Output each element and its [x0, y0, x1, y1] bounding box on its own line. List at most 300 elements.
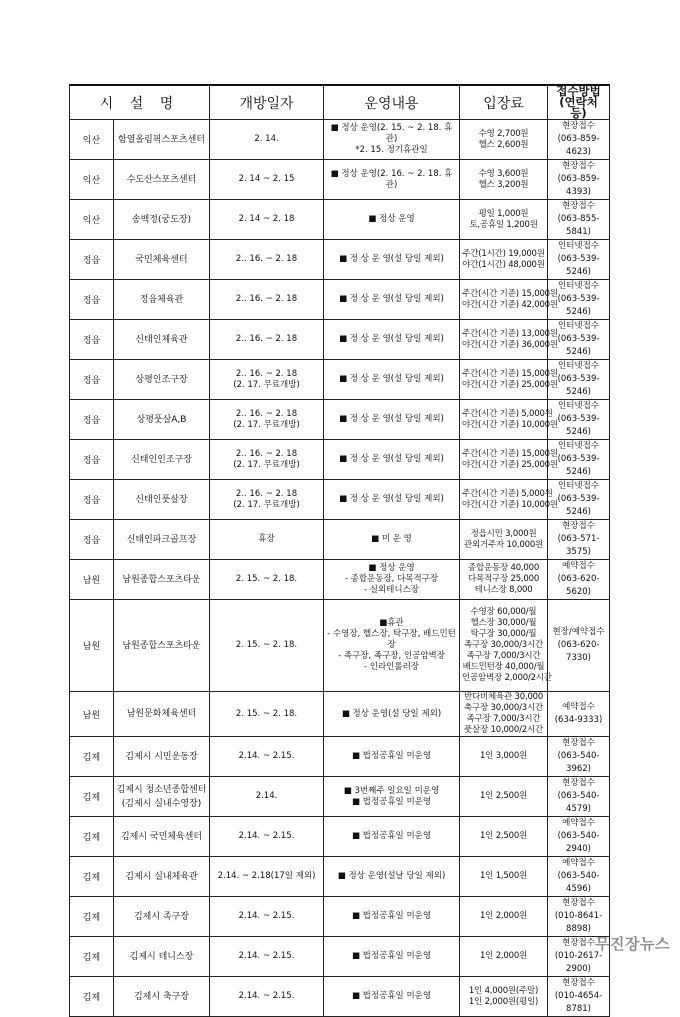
operation-line: ■ 정 상 운 영(설 당일 제외) [339, 254, 444, 264]
fee-cell [460, 977, 548, 1017]
region-cell: 정읍 [70, 240, 114, 280]
open-date-cell [210, 600, 324, 692]
operation-cell [324, 692, 460, 737]
region-cell: 정읍 [70, 360, 114, 400]
region-cell: 김제 [70, 977, 114, 1017]
fee-line: 탁구장 30,000/월 [470, 629, 537, 639]
table-row [70, 737, 610, 777]
fee-cell [460, 320, 558, 360]
open-date-line: (2. 17. 무료개방) [233, 419, 300, 430]
fee-line: 인공암벽장 2,000/2시간 [462, 673, 552, 683]
contact-line: (063-539-5246) [557, 454, 600, 477]
open-date-cell [210, 200, 324, 240]
region-cell: 정읍 [70, 440, 114, 480]
facility-name-line: 상평풋살A,B [136, 414, 187, 425]
watermark-logo: 무진장뉴스 [595, 935, 670, 953]
facility-name-line: 국민체육센터 [135, 254, 188, 265]
facility-name-line: 송백정(궁도장) [131, 214, 192, 225]
region-cell: 김제 [70, 857, 114, 897]
header-contact-line1: 접수방법 [556, 84, 601, 98]
operation-line: ■ 정상 운영(설 당일 제외) [341, 708, 442, 719]
facility-table [69, 84, 610, 1017]
contact-cell [548, 120, 610, 160]
fee-line: 풋살장 10,000/2시간 [464, 725, 543, 735]
operation-line: ■ 정상 운영(2. 16. ~ 2. 18. 휴관) [330, 168, 453, 190]
contact-line: 현장접수 [562, 121, 595, 131]
open-date-line: 2. 14 ~ 2. 15 [238, 174, 295, 184]
fee-cell [460, 777, 548, 817]
facility-name-cell [114, 692, 210, 737]
contact-line: 인터넷접수 [557, 241, 600, 251]
operation-cell [324, 857, 460, 897]
fee-line: 헬스 3,200원 [478, 179, 529, 190]
fee-line: 배드민턴장 40,000/월 [462, 662, 545, 672]
table-row [70, 320, 610, 360]
contact-line: (063-539-5246) [557, 294, 600, 317]
open-date-line: 2.. 16. ~ 2. 18 [235, 448, 298, 459]
contact-line: (063-540-4579) [557, 791, 600, 814]
facility-name-cell [114, 857, 210, 897]
contact-cell [548, 857, 610, 897]
facility-name-cell [114, 560, 210, 600]
region-cell: 김제 [70, 937, 114, 977]
operation-line: ■ 정 상 운 영(설 당일 제외) [339, 454, 444, 464]
operation-cell [324, 200, 460, 240]
fee-line: 족구장 30,000/3시간 [464, 640, 543, 650]
fee-cell [460, 480, 558, 520]
fee-line: 테니스장 8,000 [474, 585, 533, 595]
facility-name-line: 정읍체육관 [139, 294, 184, 305]
facility-name-cell [114, 240, 210, 280]
contact-cell [548, 817, 610, 857]
fee-line: 주간(시간 기준) 5,000원 [462, 408, 553, 419]
fee-line: 야간(시간 기준) 10,000원 [462, 499, 558, 510]
contact-line: (634-9333) [554, 715, 603, 725]
contact-cell [548, 520, 610, 560]
facility-name-line: 김제시 축구장 [133, 991, 190, 1002]
fee-line: 1인 1,500원 [479, 871, 528, 881]
facility-name-cell [114, 320, 210, 360]
facility-name-line: (김제시 실내수영장) [121, 798, 202, 809]
table-row [70, 857, 610, 897]
table-row [70, 400, 610, 440]
operation-line: ■ 정 상 운 영(설 당일 제외) [339, 334, 444, 344]
contact-line: (010-8641-8898) [554, 911, 603, 934]
operation-cell [324, 240, 460, 280]
open-date-cell [210, 280, 324, 320]
facility-name-cell [114, 440, 210, 480]
open-date-line: 2.14. ~ 2.15. [238, 831, 295, 841]
fee-line: 수영장 60,000/월 [470, 607, 537, 617]
table-row [70, 240, 610, 280]
table-row [70, 817, 610, 857]
operation-line: - 실외테니스장 [363, 585, 420, 595]
contact-line: (063-539-5246) [557, 254, 600, 277]
facility-name-cell [114, 520, 210, 560]
fee-line: 1인 4,000원(주말) [468, 985, 539, 996]
contact-line: (063-855-5841) [557, 214, 600, 237]
contact-line: 현장접수 [562, 778, 595, 788]
operation-cell [324, 897, 460, 937]
operation-line: ■ 법정공휴일 미운영 [351, 991, 432, 1001]
operation-cell [324, 737, 460, 777]
region-cell: 김제 [70, 897, 114, 937]
operation-line: - 수영장, 헬스장, 탁구장, 배드민턴장 [327, 629, 456, 650]
table-row [70, 560, 610, 600]
contact-cell [548, 897, 610, 937]
operation-line: - 족구장, 족구장, 인공암벽장 [338, 651, 445, 661]
fee-cell [460, 817, 548, 857]
fee-line: 수영 2,700원 [478, 128, 529, 139]
operation-line: ■ 정상 운영(설날 당일 제외) [337, 871, 446, 881]
table-row [70, 360, 610, 400]
open-date-cell [210, 160, 324, 200]
table-row [70, 897, 610, 937]
open-date-cell [210, 400, 324, 440]
fee-line: 야간(1시간) 48,000원 [462, 259, 545, 270]
fee-line: 헬스장 30,000/월 [470, 618, 537, 628]
fee-line: 반다비체육관 30,000 [463, 692, 544, 702]
contact-line: (063-540-3962) [557, 751, 600, 774]
facility-name-line: 함열올림픽스포츠센터 [118, 134, 205, 145]
contact-line: 현장접수 [562, 978, 595, 988]
operation-cell [324, 937, 460, 977]
contact-line: 인터넷접수 [557, 281, 600, 291]
contact-cell [548, 560, 610, 600]
region-cell: 익산 [70, 200, 114, 240]
fee-line: 야간(시간 기준) 42,000원 [462, 299, 558, 310]
contact-line: 예약접수 [562, 561, 595, 571]
open-date-line: 2.14. ~ 2.18(17일 제외) [217, 871, 316, 881]
operation-cell [324, 560, 460, 600]
operation-line: *2. 15. 정기휴관일 [355, 145, 428, 155]
facility-name-line: 신태인파크골프장 [126, 534, 197, 545]
facility-name-line: 상평인조구장 [135, 374, 188, 385]
fee-line: 족구장 7,000/3시간 [466, 651, 541, 661]
contact-line: 인터넷접수 [557, 321, 600, 331]
contact-line: (063-859-4623) [557, 134, 600, 157]
region-cell: 김제 [70, 737, 114, 777]
facility-name-cell [114, 160, 210, 200]
facility-name-cell [114, 737, 210, 777]
contact-cell [548, 600, 610, 692]
contact-line: (063-540-4596) [557, 871, 600, 894]
open-date-cell [210, 120, 324, 160]
facility-name-line: 김제시 실내체육관 [125, 871, 198, 882]
fee-cell [460, 160, 548, 200]
contact-line: (063-620-5620) [557, 574, 600, 597]
open-date-line: 2. 14 ~ 2. 18 [238, 214, 295, 224]
fee-line: 주간(시간 기준) 15,000원 [462, 448, 558, 459]
open-date-line: 2.. 16. ~ 2. 18 [235, 488, 298, 499]
fee-line: 야간(시간 기준) 25,000원 [462, 459, 558, 470]
operation-cell [324, 400, 460, 440]
operation-line: ■ 정상 운영(2. 15. ~ 2. 18. 휴관) [330, 123, 453, 144]
fee-cell [460, 857, 548, 897]
facility-name-line: 신태인풋살장 [135, 494, 188, 505]
contact-line: 인터넷접수 [557, 401, 600, 411]
facility-name-cell [114, 777, 210, 817]
table-row [70, 480, 610, 520]
open-date-line: 2.. 16. ~ 2. 18 [235, 254, 298, 264]
contact-line: (063-539-5246) [557, 334, 600, 357]
contact-line: 현장접수 [562, 738, 595, 748]
fee-cell [460, 897, 548, 937]
contact-line: (010-4654-8781) [554, 991, 603, 1014]
operation-line: ■ 3번째주 일요일 미운영 [343, 785, 440, 796]
operation-line: ■ 미 운 영 [371, 534, 412, 544]
header-row [70, 85, 610, 120]
operation-cell [324, 440, 460, 480]
open-date-cell [210, 520, 324, 560]
operation-line: ■ 정 상 운 영(설 당일 제외) [339, 494, 444, 504]
operation-cell [324, 120, 460, 160]
fee-line: 토,공휴일 1,200원 [469, 219, 538, 230]
facility-name-cell [114, 817, 210, 857]
region-cell: 정읍 [70, 280, 114, 320]
facility-name-cell [114, 480, 210, 520]
operation-cell [324, 520, 460, 560]
open-date-line: 2.14. ~ 2.15. [238, 991, 295, 1001]
contact-cell [548, 977, 610, 1017]
table-row [70, 160, 610, 200]
open-date-line: (2. 17. 무료개방) [233, 499, 300, 510]
fee-line: 다목적구장 25,000 [467, 574, 540, 584]
operation-line: ■ 법정공휴일 미운영 [351, 911, 432, 921]
operation-line: ■ 법정공휴일 미운영 [351, 796, 432, 807]
fee-line: 1인 2,500원 [479, 791, 528, 801]
open-date-line: 2. 15. ~ 2. 18. [235, 708, 298, 719]
fee-cell [460, 360, 558, 400]
open-date-line: 2.14. ~ 2.15. [238, 751, 295, 761]
contact-cell [548, 200, 610, 240]
fee-line: 족구장 7,000/3시간 [466, 714, 541, 724]
header-operation: 운영내용 [324, 85, 460, 120]
fee-line: 야간(시간 기준) 10,000원 [462, 419, 558, 430]
fee-cell [460, 400, 558, 440]
contact-cell [548, 777, 610, 817]
operation-cell [324, 817, 460, 857]
operation-line: ■ 법정공휴일 미운영 [351, 751, 432, 761]
contact-cell [548, 737, 610, 777]
facility-name-line: 남원종합스포츠타운 [122, 640, 201, 651]
table-row [70, 440, 610, 480]
fee-cell [460, 240, 548, 280]
operation-cell [324, 977, 460, 1017]
contact-line: 현장접수 [562, 938, 595, 948]
operation-line: ■휴관 [379, 618, 404, 628]
operation-cell [324, 280, 460, 320]
open-date-cell [210, 777, 324, 817]
table-row [70, 520, 610, 560]
open-date-cell [210, 240, 324, 280]
open-date-cell [210, 560, 324, 600]
contact-line: (063-620-7330) [557, 640, 600, 663]
facility-name-cell [114, 120, 210, 160]
contact-line: (010-2617-2900) [554, 951, 603, 974]
header-facility: 시 설 명 [70, 85, 210, 120]
fee-line: 정읍시민 3,000원 [470, 528, 537, 539]
fee-line: 주간(1시간) 19,000원 [462, 248, 545, 259]
operation-line: - 인라인롤러장 [363, 662, 420, 672]
operation-cell [324, 360, 460, 400]
operation-cell [324, 480, 460, 520]
operation-line: ■ 법정공휴일 미운영 [351, 831, 432, 841]
region-cell: 정읍 [70, 480, 114, 520]
fee-line: 평일 1,000원 [478, 208, 529, 219]
table-row [70, 120, 610, 160]
table-row [70, 777, 610, 817]
fee-cell [460, 120, 548, 160]
open-date-line: (2. 17. 무료개방) [233, 459, 300, 470]
fee-line: 1인 2,000원 [479, 951, 528, 961]
facility-name-line: 김제시 청소년종합센터 [116, 784, 207, 795]
open-date-cell [210, 692, 324, 737]
contact-cell [548, 692, 610, 737]
operation-line: ■ 정상 운영 [368, 214, 415, 224]
open-date-cell [210, 320, 324, 360]
operation-line: ■ 정상 운영 [368, 563, 415, 573]
fee-line: 축구장 30,000/3시간 [464, 703, 543, 713]
contact-line: (063-571-3575) [557, 534, 600, 557]
table-row [70, 692, 610, 737]
facility-name-line: 남원문화체육센터 [126, 709, 197, 719]
fee-cell [460, 600, 552, 692]
operation-line: - 종합운동장, 다목적구장 [344, 574, 439, 584]
facility-name-cell [114, 977, 210, 1017]
open-date-line: 2. 14. [254, 134, 279, 144]
fee-line: 1인 3,000원 [479, 751, 528, 761]
fee-line: 1인 2,500원 [479, 831, 528, 841]
open-date-cell [210, 977, 324, 1017]
contact-line: (063-859-4393) [557, 174, 600, 197]
table-row [70, 977, 610, 1017]
open-date-cell [210, 937, 324, 977]
operation-cell [324, 320, 460, 360]
table-body [70, 120, 610, 1017]
table-row [70, 200, 610, 240]
facility-name-cell [114, 360, 210, 400]
operation-line: ■ 정 상 운 영(설 당일 제외) [339, 374, 444, 384]
operation-cell [324, 160, 460, 200]
header-open-date: 개방일자 [210, 85, 324, 120]
fee-cell [460, 440, 558, 480]
fee-cell [460, 737, 548, 777]
open-date-line: 2.. 16. ~ 2. 18 [235, 294, 298, 304]
region-cell: 정읍 [70, 320, 114, 360]
header-contact-line2: (연락처 등) [559, 95, 598, 120]
open-date-line: 2. 15. ~ 2. 18. [235, 640, 298, 650]
contact-line: 예약접수 [562, 858, 595, 868]
open-date-cell [210, 440, 324, 480]
contact-line: (063-539-5246) [557, 494, 600, 517]
fee-line: 야간(시간 기준) 36,000원 [462, 339, 558, 350]
facility-name-line: 신태인체육관 [135, 334, 188, 345]
fee-cell [460, 280, 558, 320]
open-date-line: 2.. 16. ~ 2. 18 [235, 368, 298, 379]
facility-name-line: 남원종합스포츠타운 [122, 574, 201, 585]
table-row [70, 937, 610, 977]
fee-line: 주간(시간 기준) 15,000원 [462, 288, 558, 299]
table-row [70, 600, 610, 692]
header-contact [548, 85, 610, 120]
table-row [70, 280, 610, 320]
region-cell: 김제 [70, 777, 114, 817]
contact-line: 현장접수 [562, 521, 595, 531]
fee-line: 관외거주자 10,000원 [463, 539, 544, 550]
contact-line: 현장/예약접수 [552, 627, 605, 637]
operation-cell [324, 600, 460, 692]
fee-line: 종합운동장 40,000 [467, 563, 540, 573]
fee-line: 수영 3,600원 [478, 168, 529, 179]
fee-cell [460, 560, 548, 600]
facility-name-line: 김제시 테니스장 [129, 951, 194, 962]
fee-cell [460, 692, 548, 737]
contact-cell [548, 160, 610, 200]
fee-cell [460, 200, 548, 240]
header-fee: 입장료 [460, 85, 548, 120]
fee-cell [460, 520, 548, 560]
fee-line: 주간(시간 기준) 5,000원 [462, 488, 553, 499]
contact-cell [548, 240, 610, 280]
open-date-line: 2.14. [255, 791, 278, 801]
operation-cell [324, 777, 460, 817]
contact-line: (063-540-2940) [557, 831, 600, 854]
contact-line: 예약접수 [562, 702, 595, 712]
facility-name-cell [114, 200, 210, 240]
contact-line: 인터넷접수 [557, 361, 600, 371]
contact-line: 현장접수 [562, 161, 595, 171]
open-date-cell [210, 480, 324, 520]
operation-line: ■ 법정공휴일 미운영 [351, 951, 432, 961]
open-date-cell [210, 737, 324, 777]
contact-line: 현장접수 [562, 898, 595, 908]
fee-cell [460, 937, 548, 977]
open-date-cell [210, 857, 324, 897]
region-cell: 정읍 [70, 520, 114, 560]
open-date-cell [210, 360, 324, 400]
facility-name-cell [114, 400, 210, 440]
facility-name-cell [114, 600, 210, 692]
region-cell: 남원 [70, 600, 114, 692]
facility-name-line: 김제시 족구장 [133, 911, 190, 922]
fee-line: 1인 2,000원(평일) [468, 996, 539, 1007]
region-cell: 익산 [70, 120, 114, 160]
region-cell: 남원 [70, 560, 114, 600]
facility-name-line: 김제시 시민운동장 [125, 751, 198, 762]
region-cell: 익산 [70, 160, 114, 200]
contact-line: 인터넷접수 [557, 481, 600, 491]
open-date-line: (2. 17. 무료개방) [233, 379, 300, 390]
facility-name-cell [114, 937, 210, 977]
facility-name-cell [114, 897, 210, 937]
open-date-line: 2.14. ~ 2.15. [238, 951, 295, 961]
region-cell: 김제 [70, 817, 114, 857]
fee-line: 1인 2,000원 [479, 911, 528, 921]
region-cell: 남원 [70, 692, 114, 737]
contact-line: 현장접수 [562, 201, 595, 211]
contact-line: 인터넷접수 [557, 441, 600, 451]
fee-line: 헬스 2,600원 [478, 139, 529, 150]
facility-name-line: 신태인인조구장 [131, 454, 192, 465]
contact-line: (063-539-5246) [557, 374, 600, 397]
open-date-line: 휴장 [258, 534, 275, 544]
fee-line: 주간(시간 기준) 15,000원 [462, 368, 558, 379]
contact-line: (063-539-5246) [557, 414, 600, 437]
open-date-line: 2. 15. ~ 2. 18. [235, 574, 298, 584]
open-date-line: 2.. 16. ~ 2. 18 [235, 408, 298, 419]
fee-line: 야간(시간 기준) 25,000원 [462, 379, 558, 390]
